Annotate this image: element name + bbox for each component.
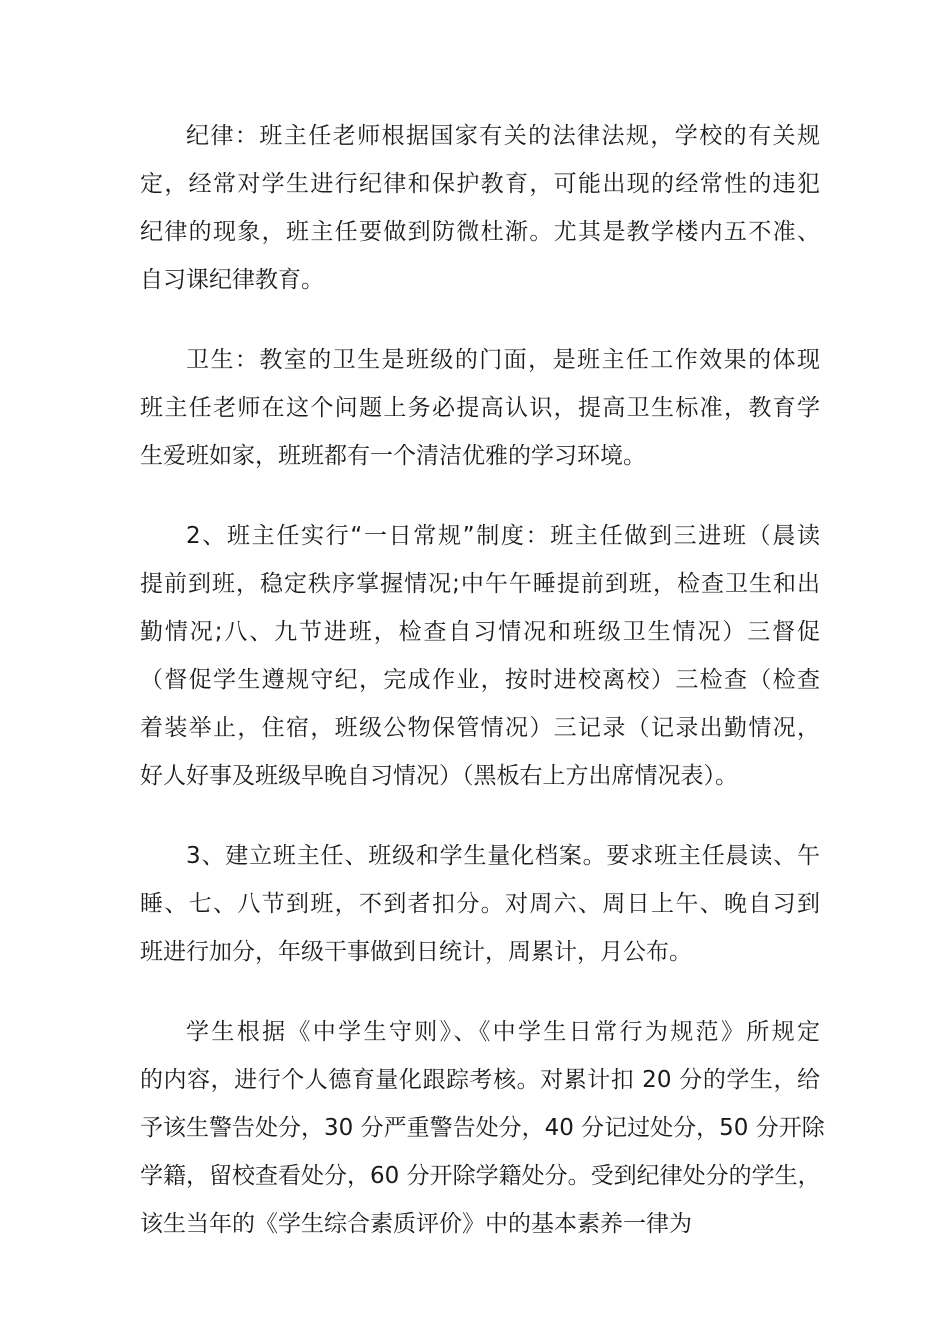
paragraph-daily-routine: [140, 512, 820, 800]
text-line: 定，经常对学生进行纪律和保护教育，可能出现的经常性的违犯: [140, 171, 820, 197]
text-line: 予该生警告处分，30 分严重警告处分，40 分记过处分，50 分开除: [140, 1115, 825, 1141]
text-line: 提前到班，稳定秩序掌握情况;中午午睡提前到班，检查卫生和出: [140, 571, 820, 597]
paragraph-quantified-records: [140, 832, 820, 976]
text-line: 该生当年的《学生综合素质评价》中的基本素养一律为: [140, 1211, 692, 1237]
text-line: 学籍，留校查看处分，60 分开除学籍处分。受到纪律处分的学生，: [140, 1163, 821, 1189]
text-line: 学生根据《中学生守则》、《中学生日常行为规范》所规定: [186, 1019, 820, 1045]
text-line: 睡、七、八节到班，不到者扣分。对周六、周日上午、晚自习到: [140, 891, 820, 917]
text-line: （督促学生遵规守纪，完成作业，按时进校离校）三检查（检查: [140, 667, 820, 693]
paragraph-student-assessment: [140, 1008, 825, 1248]
document-body: [140, 112, 825, 1280]
text-line: 班进行加分，年级干事做到日统计，周累计，月公布。: [140, 939, 692, 965]
text-line: 生爱班如家，班班都有一个清洁优雅的学习环境。: [140, 443, 646, 469]
text-line: 纪律：班主任老师根据国家有关的法律法规，学校的有关规: [186, 123, 820, 149]
text-line: 2、班主任实行“一日常规”制度：班主任做到三进班（晨读: [186, 523, 820, 549]
paragraph-hygiene: [140, 336, 820, 480]
text-line: 班主任老师在这个问题上务必提高认识，提高卫生标准，教育学: [140, 395, 820, 421]
text-line: 着装举止，住宿，班级公物保管情况）三记录（记录出勤情况，: [140, 715, 820, 741]
text-line: 的内容，进行个人德育量化跟踪考核。对累计扣 20 分的学生，给: [140, 1067, 820, 1093]
text-line: 好人好事及班级早晚自习情况）（黑板右上方出席情况表）。: [140, 763, 738, 789]
text-line: 3、建立班主任、班级和学生量化档案。要求班主任晨读、午: [186, 843, 820, 869]
text-line: 纪律的现象，班主任要做到防微杜渐。尤其是教学楼内五不准、: [140, 219, 820, 245]
paragraph-discipline: [140, 112, 820, 304]
text-line: 自习课纪律教育。: [140, 267, 324, 293]
text-line: 卫生：教室的卫生是班级的门面，是班主任工作效果的体现: [186, 347, 820, 373]
text-line: 勤情况;八、九节进班，检查自习情况和班级卫生情况）三督促: [140, 619, 820, 645]
